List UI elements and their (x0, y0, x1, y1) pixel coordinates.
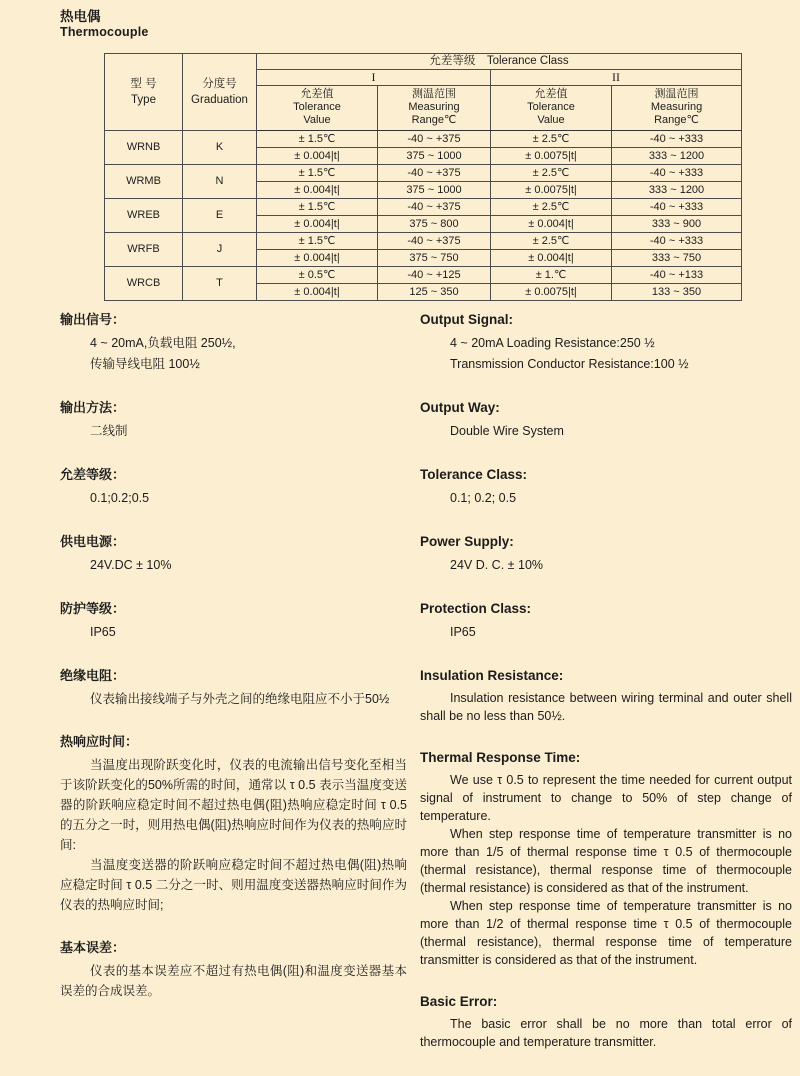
title-block (60, 9, 800, 40)
section-line: 0.1; 0.2; 0.5 (450, 491, 517, 505)
cell-type: WRNB (105, 131, 183, 165)
section-paragraph: We use τ 0.5 to represent the time needed for current output signal of instrument to change to 50% of step change of temperature. (420, 773, 792, 823)
english-column (420, 312, 792, 1076)
section-heading: 基本误差： (60, 940, 126, 955)
page-title-zh: 热电偶 (60, 9, 101, 24)
section-heading: Thermal Response Time: (420, 750, 581, 765)
table-cell: ± 0.004|t| (491, 250, 612, 267)
table-cell: 133 ~ 350 (612, 284, 742, 301)
cell-graduation: J (183, 233, 257, 267)
cell-graduation: N (183, 165, 257, 199)
cell-type: WREB (105, 199, 183, 233)
section-power-supply-zh (60, 534, 407, 576)
table-row (105, 165, 742, 182)
thermocouple-spec-table (104, 53, 742, 301)
section-tolerance-class-en (420, 467, 792, 509)
header-class-1: I (257, 70, 491, 86)
table-cell: ± 0.004|t| (491, 216, 612, 233)
section-line: 24V.DC ± 10% (90, 558, 172, 572)
section-paragraph: 当温度变送器的阶跃响应稳定时间不超过热电偶(阻)热响应稳定时间 τ 0.5 二分之一时、则用温度变送器热响应时间作为仪表的热响应时间; (60, 858, 407, 912)
table-cell: ± 2.5℃ (491, 199, 612, 216)
table-cell: -40 ~ +133 (612, 267, 742, 284)
section-heading: Power Supply: (420, 534, 514, 549)
section-thermal-response-zh (60, 734, 407, 915)
table-cell: ± 2.5℃ (491, 233, 612, 250)
table-row (105, 199, 742, 216)
section-basic-error-zh (60, 940, 407, 1001)
table-cell: 125 ~ 350 (378, 284, 491, 301)
cell-type: WRFB (105, 233, 183, 267)
section-heading: 供电电源： (60, 534, 126, 549)
document-page (0, 9, 800, 1049)
section-heading: 允差等级： (60, 467, 126, 482)
section-paragraph: When step response time of temperature transmitter is no more than 1/5 of thermal response time τ 0.5 of thermocouple (thermal resistance), thermal response time of thermocouple (thermal resistance) is considered as that of the instrument. (420, 827, 792, 895)
section-insulation-resistance-zh (60, 668, 407, 709)
table-cell: -40 ~ +125 (378, 267, 491, 284)
table-cell: -40 ~ +333 (612, 165, 742, 182)
section-output-signal-en (420, 312, 792, 375)
section-power-supply-en (420, 534, 792, 576)
section-paragraph: 仪表输出接线端子与外壳之间的绝缘电阻应不小于50½ (90, 692, 390, 706)
header-measuring-range-1: 测温范围 Measuring Range℃ (378, 86, 491, 131)
section-thermal-response-en (420, 750, 792, 969)
cell-type: WRCB (105, 267, 183, 301)
section-line: 24V D. C. ± 10% (450, 558, 544, 572)
table-cell: ± 0.004|t| (257, 284, 378, 301)
table-cell: ± 0.0075|t| (491, 182, 612, 199)
table-cell: ± 0.004|t| (257, 148, 378, 165)
table-cell: -40 ~ +375 (378, 165, 491, 182)
table-cell: 375 ~ 1000 (378, 148, 491, 165)
table-cell: 375 ~ 750 (378, 250, 491, 267)
section-heading: Basic Error: (420, 994, 498, 1009)
cell-graduation: E (183, 199, 257, 233)
section-heading: 输出信号： (60, 312, 126, 327)
table-cell: 375 ~ 1000 (378, 182, 491, 199)
section-line: 4 ~ 20mA,负载电阻 250½, (90, 336, 236, 350)
cell-type: WRMB (105, 165, 183, 199)
section-heading: 热响应时间： (60, 734, 139, 749)
two-column-text (0, 312, 800, 1076)
section-paragraph: 当温度出现阶跃变化时，仪表的电流输出信号变化至相当于该阶跃变化的50%所需的时间，通常以 τ 0.5 表示当温度变送器的阶跃响应稳定时间不超过热电偶(阻)热响应稳定时间 τ 0.5 的五分之一时，则用热电偶(阻)热响应时间作为仪表的热响应时间: (60, 758, 407, 852)
table-header-row-1 (105, 54, 742, 70)
section-output-signal-zh (60, 312, 407, 375)
table-row (105, 267, 742, 284)
section-heading: 输出方法： (60, 400, 126, 415)
section-line: 0.1;0.2;0.5 (90, 491, 150, 505)
table-cell: -40 ~ +333 (612, 131, 742, 148)
section-line: 二线制 (90, 424, 128, 438)
table-row (105, 131, 742, 148)
table-cell: ± 0.0075|t| (491, 284, 612, 301)
table-cell: -40 ~ +375 (378, 233, 491, 250)
section-insulation-resistance-en (420, 668, 792, 725)
section-heading: Insulation Resistance: (420, 668, 564, 683)
table-cell: ± 1.5℃ (257, 199, 378, 216)
header-class-2: II (491, 70, 742, 86)
table-row (105, 233, 742, 250)
section-paragraph: The basic error shall be no more than total error of thermocouple and temperature transmitter. (420, 1017, 792, 1049)
table-cell: ± 0.004|t| (257, 182, 378, 199)
header-graduation-en: Graduation (191, 94, 248, 106)
header-graduation (183, 54, 257, 131)
section-line: IP65 (90, 625, 116, 639)
table-cell: 333 ~ 750 (612, 250, 742, 267)
section-protection-class-en (420, 601, 792, 643)
table-cell: 333 ~ 1200 (612, 182, 742, 199)
table-cell: ± 0.004|t| (257, 250, 378, 267)
table-cell: -40 ~ +333 (612, 233, 742, 250)
section-paragraph: 仪表的基本误差应不超过有热电偶(阻)和温度变送器基本误差的合成误差。 (60, 964, 407, 998)
header-measuring-range-2: 测温范围 Measuring Range℃ (612, 86, 742, 131)
section-paragraph: Insulation resistance between wiring terminal and outer shell shall be no less than 50½. (420, 691, 792, 723)
table-cell: -40 ~ +375 (378, 199, 491, 216)
table-cell: -40 ~ +333 (612, 199, 742, 216)
section-heading: Output Signal: (420, 312, 513, 327)
section-heading: Tolerance Class: (420, 467, 528, 482)
table-cell: ± 2.5℃ (491, 131, 612, 148)
cell-graduation: K (183, 131, 257, 165)
header-graduation-zh: 分度号 (202, 78, 237, 90)
header-tolerance-value-2: 允差值 Tolerance Value (491, 86, 612, 131)
table-cell: ± 2.5℃ (491, 165, 612, 182)
section-heading: Protection Class: (420, 601, 532, 616)
section-output-way-zh (60, 400, 407, 442)
section-line: 4 ~ 20mA Loading Resistance:250 ½ (450, 336, 655, 350)
header-tolerance-value-1: 允差值 Tolerance Value (257, 86, 378, 131)
table-cell: ± 1.5℃ (257, 233, 378, 250)
header-type (105, 54, 183, 131)
header-tolerance-class: 允差等级 Tolerance Class (257, 54, 742, 70)
table-cell: ± 0.5℃ (257, 267, 378, 284)
section-heading: 绝缘电阻： (60, 668, 126, 683)
section-paragraph: When step response time of temperature transmitter is no more than 1/2 of thermal response time τ 0.5 of thermocouple (thermal resistance), thermal response time of temperature transmitter is considered as that of the instrument. (420, 899, 792, 967)
table-cell: 375 ~ 800 (378, 216, 491, 233)
table-cell: 333 ~ 1200 (612, 148, 742, 165)
header-type-en: Type (131, 94, 156, 106)
section-heading: Output Way: (420, 400, 500, 415)
section-tolerance-class-zh (60, 467, 407, 509)
table-cell: ± 1.℃ (491, 267, 612, 284)
table-cell: 333 ~ 900 (612, 216, 742, 233)
section-line: 传输导线电阻 100½ (90, 357, 200, 371)
chinese-column (60, 312, 407, 1076)
page-title-en: Thermocouple (60, 25, 149, 39)
table-cell: ± 1.5℃ (257, 131, 378, 148)
section-basic-error-en (420, 994, 792, 1051)
section-line: Double Wire System (450, 424, 564, 438)
section-output-way-en (420, 400, 792, 442)
section-heading: 防护等级： (60, 601, 126, 616)
section-line: Transmission Conductor Resistance:100 ½ (450, 357, 689, 371)
table-cell: -40 ~ +375 (378, 131, 491, 148)
table-cell: ± 0.0075|t| (491, 148, 612, 165)
section-line: IP65 (450, 625, 476, 639)
header-type-zh: 型 号 (130, 78, 157, 90)
section-protection-class-zh (60, 601, 407, 643)
table-cell: ± 1.5℃ (257, 165, 378, 182)
table-cell: ± 0.004|t| (257, 216, 378, 233)
cell-graduation: T (183, 267, 257, 301)
